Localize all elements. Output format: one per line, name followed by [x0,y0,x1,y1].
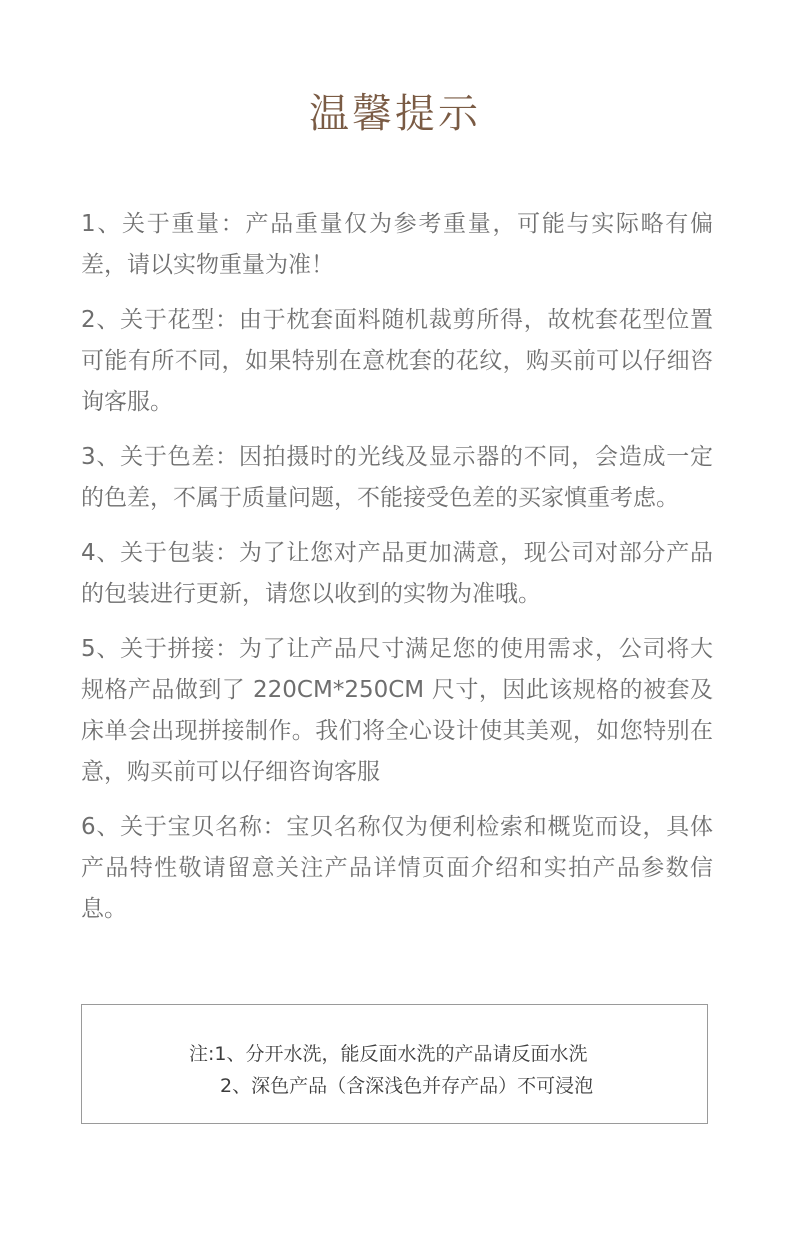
notice-item-product-name: 6、关于宝贝名称：宝贝名称仅为便利检索和概览而设，具体产品特性敬请留意关注产品详情页面介绍和实拍产品参数信息。 [81,814,713,922]
notice-item-packaging: 4、关于包装：为了让您对产品更加满意，现公司对部分产品的包装进行更新，请您以收到的实物为准哦。 [81,540,713,607]
washing-note-box [81,1004,708,1124]
washing-note-line-1: 注:1、分开水洗，能反面水洗的产品请反面水洗 [189,1043,588,1065]
notice-list [81,204,713,944]
notice-item-weight: 1、关于重量：产品重量仅为参考重量，可能与实际略有偏差，请以实物重量为准！ [81,211,713,278]
notice-item-pattern: 2、关于花型：由于枕套面料随机裁剪所得，故枕套花型位置可能有所不同，如果特别在意枕套的花纹，购买前可以仔细咨询客服。 [81,307,713,415]
notice-item-stitching: 5、关于拼接：为了让产品尺寸满足您的使用需求，公司将大规格产品做到了 220CM*250CM 尺寸，因此该规格的被套及床单会出现拼接制作。我们将全心设计使其美观，如您特别在意，购买前可以仔细咨询客服 [81,636,713,785]
washing-note-line-2: 2、深色产品（含深浅色并存产品）不可浸泡 [220,1075,594,1097]
page-title: 温馨提示 [309,91,481,137]
notice-item-color-difference: 3、关于色差：因拍摄时的光线及显示器的不同，会造成一定的色差，不属于质量问题，不能接受色差的买家慎重考虑。 [81,444,713,511]
